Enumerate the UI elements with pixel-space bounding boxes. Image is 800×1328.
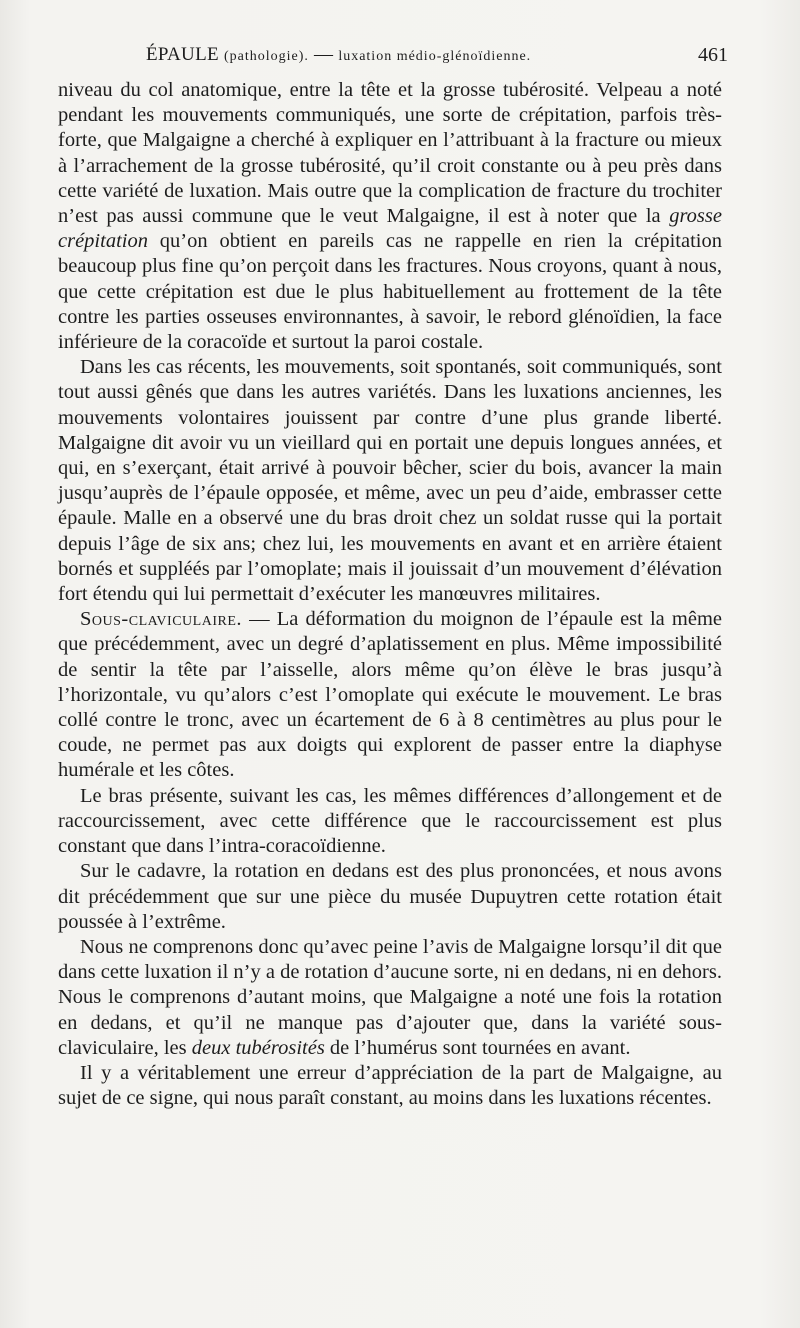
section-lead: Sous-claviculaire.: [80, 608, 242, 631]
paragraph-text: Le bras présente, suivant les cas, les mêmes différences d’allongement et de raccourcissement, avec cette différence que le raccourcissement est plus constant que dans l’intra-coracoïdienne.: [58, 784, 722, 858]
paragraph-3: [58, 607, 722, 783]
paragraph-1: [58, 78, 722, 355]
title-section: luxation médio-glénoïdienne.: [338, 49, 532, 64]
paragraph-7: [58, 1061, 722, 1111]
paragraph-6: [58, 935, 722, 1061]
paragraph-text: Dans les cas récents, les mouvements, soit spontanés, soit communiqués, sont tout aussi gênés que dans les autres variétés. Dans les luxations anciennes, les mouvements volontaires jouissent par contre d’une plus grande liberté. Malgaigne dit avoir vu un vieillard qui en portait une depuis longues années, et qui, en s’exerçant, était arrivé à pouvoir bêcher, scier du bois, avancer la main jusqu’auprès de l’épaule opposée, et même, avec un peu d’aide, embrasser cette épaule. Malle en a observé une du bras droit chez un soldat russe qui la portait depuis l’âge de six ans; chez lui, les mouvements en avant et en arrière étaient bornés et suppléés par l’omoplate; mais il jouissait d’un mouvement d’élévation fort étendu qui lui permettait d’exécuter les manœuvres militaires.: [58, 356, 722, 606]
running-header: [58, 40, 728, 76]
paragraph-2: [58, 355, 722, 607]
paragraph-5: [58, 859, 722, 935]
italic-term: grosse crépitation: [58, 205, 722, 253]
title-main: ÉPAULE: [146, 44, 219, 65]
title-paren: (pathologie).: [223, 49, 309, 64]
paragraph-text: niveau du col anatomique, entre la tête et la grosse tubérosité. Velpeau a noté pendant les mouvements communiqués, une sorte de crépitation, parfois très-forte, que Malgaigne a cherché à expliquer en l’attribuant à la fracture ou mieux à l’arrachement de la grosse tubérosité, qu’il croit constante ou à peu près dans cette variété de luxation. Mais outre que la complication de fracture du trochiter n’est pas aussi commune que le veut Malgaigne, il est à noter que la: [58, 79, 722, 228]
paragraph-text: Sur le cadavre, la rotation en dedans est des plus prononcées, et nous avons dit précédemment que sur une pièce du musée Dupuytren cette rotation était poussée à l’extrême.: [58, 860, 722, 933]
running-title: [146, 44, 531, 66]
italic-term: deux tubérosités: [191, 1036, 325, 1059]
title-dash: —: [313, 44, 334, 65]
paragraph-text: Il y a véritablement une erreur d’appréciation de la part de Malgaigne, au sujet de ce signe, qui nous paraît constant, au moins dans les luxations récentes.: [58, 1061, 722, 1110]
paragraph-text: qu’on obtient en pareils cas ne rappelle en rien la crépitation beaucoup plus fine qu’on perçoit dans les fractures. Nous croyons, quant à nous, que cette crépitation est due le plus habituellement au frottement de la tête contre les parties osseuses environnantes, à savoir, le rebord glénoïdien, la face inférieure de la coracoïde et surtout la paroi costale.: [58, 230, 722, 354]
paragraph-text: de l’humérus sont tournées en avant.: [324, 1036, 631, 1059]
paragraph-text: Nous ne comprenons donc qu’avec peine l’avis de Malgaigne lorsqu’il dit que dans cette luxation il n’y a de rotation d’aucune sorte, ni en dedans, ni en dehors. Nous le comprenons d’autant moins, que Malgaigne a noté une fois la rotation en dedans, et qu’il ne manque pas d’ajouter que, dans la variété sous-claviculaire, les: [58, 935, 722, 1059]
body-text: [58, 78, 722, 1111]
paragraph-4: [58, 784, 722, 860]
paragraph-text: — La déformation du moignon de l’épaule est la même que précédemment, avec un degré d’aplatissement en plus. Même impossibilité de sentir la tête par l’aisselle, alors même qu’on élève le bras jusqu’à l’horizontale, vu qu’alors c’est l’omoplate qui exécute le mouvement. Le bras collé contre le tronc, avec un écartement de 6 à 8 centimètres au plus pour le coude, ne permet pas aux doigts qui explorent de passer entre la diaphyse humérale et les côtes.: [58, 608, 722, 782]
page-number: 461: [698, 44, 728, 66]
